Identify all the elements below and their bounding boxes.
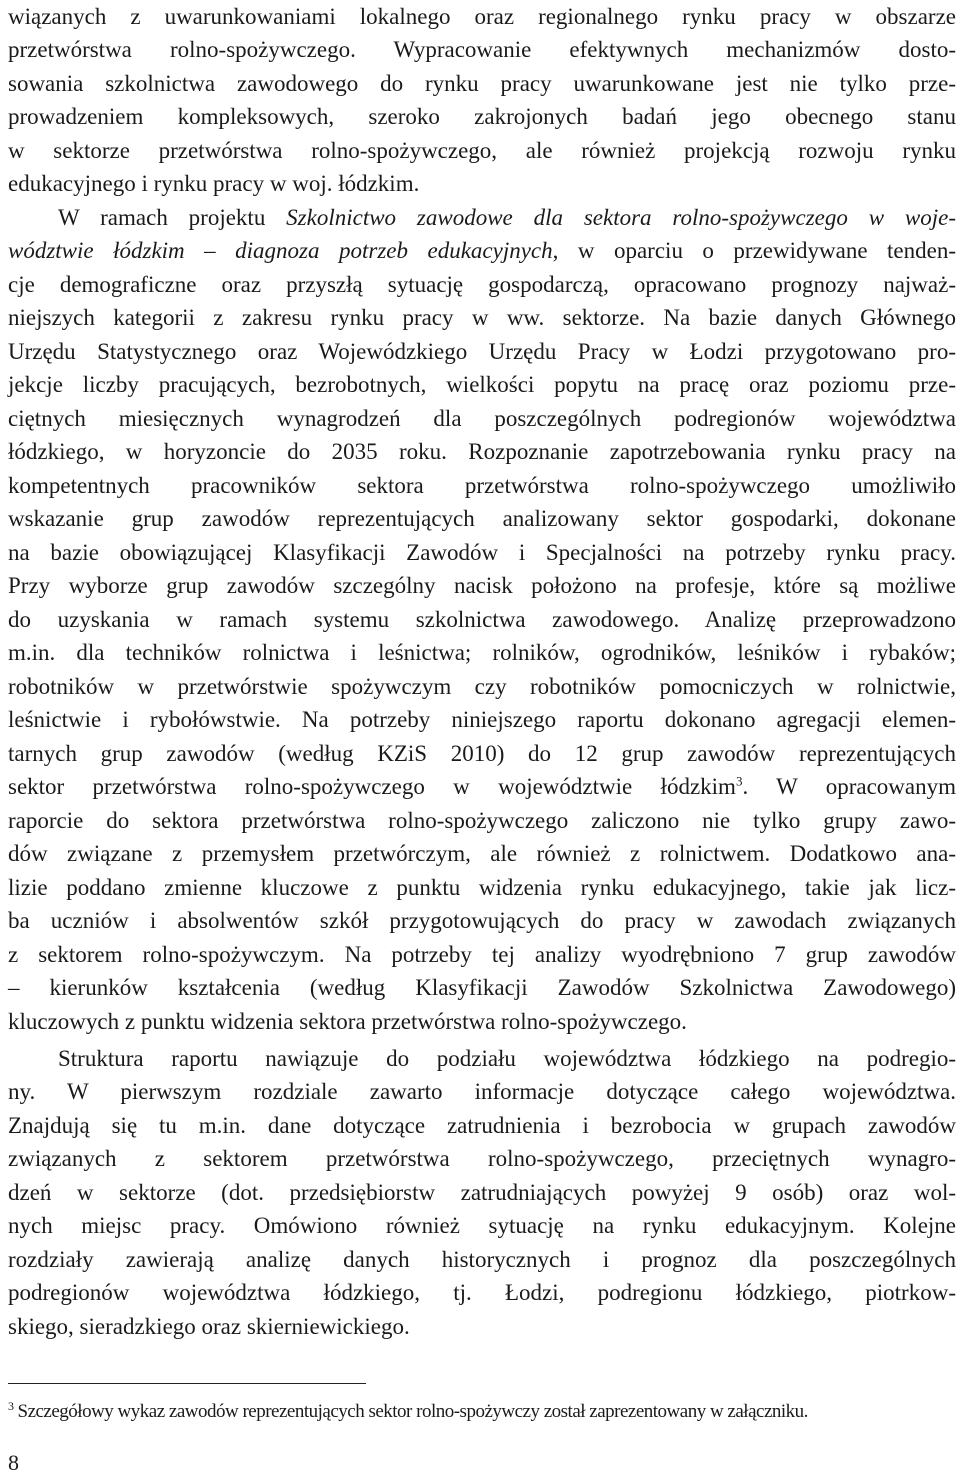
text-line: Urzędu Statystycznego oraz Wojewódzkiego Urzędu Pracy w Łodzi przygotowano pro-	[8, 339, 956, 364]
text-span: sektor przetwórstwa rolno-spożywczego w województwie łódzkim	[8, 774, 736, 799]
text-line: ba uczniów i absolwentów szkół przygotowujących do pracy w zawodach związanych	[8, 908, 956, 933]
footnote-separator	[8, 1383, 366, 1384]
text-line: – kierunków kształcenia (według Klasyfikacji Zawodów Szkolnictwa Zawodowego)	[8, 975, 956, 1000]
footnote-number: 3	[8, 1398, 14, 1413]
text-line: nych miejsc pracy. Omówiono również sytuację na rynku edukacyjnym. Kolejne	[8, 1213, 956, 1238]
text-line: sowania szkolnictwa zawodowego do rynku pracy uwarunkowane jest nie tylko prze-	[8, 71, 956, 96]
text-line: prowadzeniem kompleksowych, szeroko zakrojonych badań jego obecnego stanu	[8, 104, 956, 129]
text-line: skiego, sieradzkiego oraz skierniewickiego.	[8, 1314, 410, 1339]
text-line: dów związane z przemysłem przetwórczym, ale również z rolnictwem. Dodatkowo ana-	[8, 841, 956, 866]
text-line	[8, 201, 956, 234]
text-line: związanych z sektorem przetwórstwa rolno-spożywczego, przeciętnych wynagro-	[8, 1146, 956, 1171]
text-span: , w oparciu o przewidywane tenden-	[552, 238, 956, 263]
text-line: łódzkiego, w horyzoncie do 2035 roku. Rozpoznanie zapotrzebowania rynku pracy na	[8, 439, 956, 464]
footnote-reference[interactable]: 3	[735, 773, 743, 789]
text-line: Przy wyborze grup zawodów szczególny nacisk położono na profesje, które są możliwe	[8, 573, 956, 598]
text-line: ciętnych miesięcznych wynagrodzeń dla poszczególnych podregionów województwa	[8, 406, 956, 431]
project-title-italic: wództwie łódzkim – diagnoza potrzeb edukacyjnych	[8, 238, 553, 263]
text-line: raporcie do sektora przetwórstwa rolno-spożywczego zaliczono nie tylko grupy zawo-	[8, 808, 956, 833]
text-line: na bazie obowiązującej Klasyfikacji Zawodów i Specjalności na potrzeby rynku pracy.	[8, 540, 956, 565]
text-line: tarnych grup zawodów (według KZiS 2010) do 12 grup zawodów reprezentujących	[8, 741, 956, 766]
text-line: Znajdują się tu m.in. dane dotyczące zatrudnienia i bezrobocia w grupach zawodów	[8, 1113, 956, 1138]
text-line: robotników w przetwórstwie spożywczym czy robotników pomocniczych w rolnictwie,	[8, 674, 956, 699]
text-line: kluczowych z punktu widzenia sektora przetwórstwa rolno-spożywczego.	[8, 1009, 687, 1034]
text-span: . W opracowanym	[742, 774, 956, 799]
text-line: do uzyskania w ramach systemu szkolnictwa zawodowego. Analizę przeprowadzono	[8, 607, 956, 632]
text-line	[8, 770, 956, 803]
text-line: cje demograficzne oraz przyszłą sytuację gospodarczą, opracowano prognozy najważ-	[8, 272, 956, 297]
text-line: dzeń w sektorze (dot. przedsiębiorstw zatrudniających powyżej 9 osób) oraz wol-	[8, 1180, 956, 1205]
footnote-text: Szczegółowy wykaz zawodów reprezentujących sektor rolno-spożywczy został zaprezentowany w załączniku.	[17, 1401, 808, 1422]
text-line: m.in. dla techników rolnictwa i leśnictwa; rolników, ogrodników, leśników i rybaków;	[8, 640, 956, 665]
text-line: edukacyjnego i rynku pracy w woj. łódzkim.	[8, 171, 420, 196]
text-line: podregionów województwa łódzkiego, tj. Łodzi, podregionu łódzkiego, piotrkow-	[8, 1280, 956, 1305]
text-line: wskazanie grup zawodów reprezentujących analizowany sektor gospodarki, dokonane	[8, 506, 956, 531]
text-line: kompetentnych pracowników sektora przetwórstwa rolno-spożywczego umożliwiło	[8, 473, 956, 498]
text-line	[8, 234, 956, 267]
text-span: W ramach projektu	[58, 205, 287, 230]
text-line: Struktura raportu nawiązuje do podziału województwa łódzkiego na podregio-	[58, 1046, 956, 1071]
text-line: leśnictwie i rybołówstwie. Na potrzeby niniejszego raportu dokonano agregacji elemen-	[8, 707, 956, 732]
text-line: wiązanych z uwarunkowaniami lokalnego oraz regionalnego rynku pracy w obszarze	[8, 4, 956, 29]
text-line: jekcje liczby pracujących, bezrobotnych, wielkości popytu na pracę oraz poziomu prze-	[8, 372, 956, 397]
text-line: niejszych kategorii z zakresu rynku pracy w ww. sektorze. Na bazie danych Głównego	[8, 305, 956, 330]
text-line: lizie poddano zmienne kluczowe z punktu widzenia rynku edukacyjnego, takie jak licz-	[8, 875, 956, 900]
footnote	[8, 1398, 956, 1426]
page-number: 8	[8, 1450, 19, 1475]
text-line: rozdziały zawierają analizę danych historycznych i prognoz dla poszczególnych	[8, 1247, 956, 1272]
text-line: ny. W pierwszym rozdziale zawarto informacje dotyczące całego województwa.	[8, 1079, 956, 1104]
text-line: przetwórstwa rolno-spożywczego. Wypracowanie efektywnych mechanizmów dosto-	[8, 37, 956, 62]
project-title-italic: Szkolnictwo zawodowe dla sektora rolno-spożywczego w woje-	[286, 205, 956, 230]
text-line: w sektorze przetwórstwa rolno-spożywczego, ale również projekcją rozwoju rynku	[8, 138, 956, 163]
text-line: z sektorem rolno-spożywczym. Na potrzeby tej analizy wyodrębniono 7 grup zawodów	[8, 942, 956, 967]
